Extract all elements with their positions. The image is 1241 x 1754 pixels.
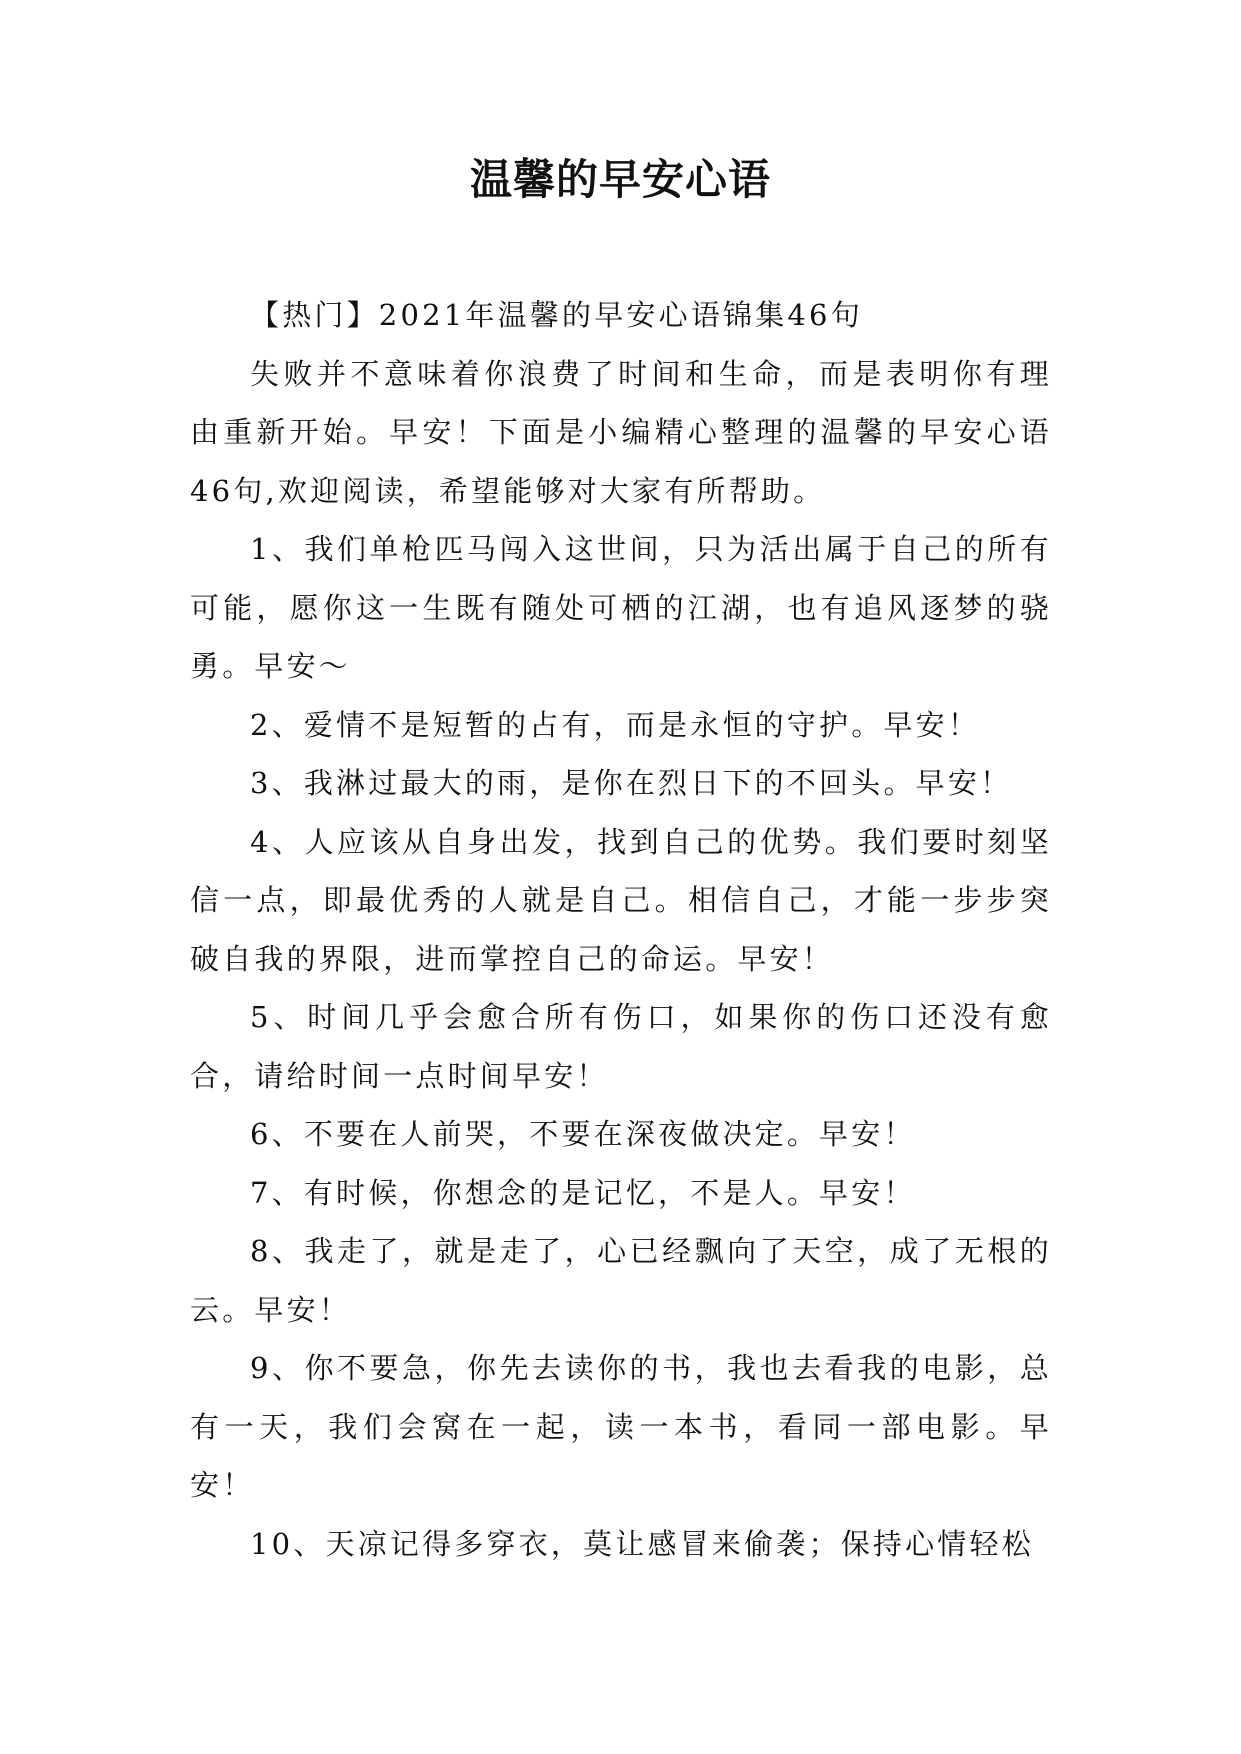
paragraph-item-3: 3、我淋过最大的雨，是你在烈日下的不回头。早安！ [250, 766, 1013, 800]
paragraph-item-5: 5、时间几乎会愈合所有伤口，如果你的伤口还没有愈合，请给时间一点时间早安！ [190, 1000, 1052, 1093]
paragraph-item-4: 4、人应该从自身出发，找到自己的优势。我们要时刻坚信一点，即最优秀的人就是自己。相信自己，才能一步步突破自我的界限，进而掌控自己的命运。早安！ [190, 824, 1052, 976]
document-body [190, 286, 1052, 1573]
paragraph-item-7: 7、有时候，你想念的是记忆，不是人。早安！ [250, 1175, 916, 1210]
document-title: 温馨的早安心语 [469, 155, 771, 204]
paragraph-intro-heading: 【热门】2021年温馨的早安心语锦集46句 [250, 298, 863, 332]
paragraph-item-8: 8、我走了，就是走了，心已经飘向了天空，成了无根的云。早安！ [190, 1234, 1052, 1327]
paragraph-intro: 失败并不意味着你浪费了时间和生命，而是表明你有理由重新开始。早安！下面是小编精心整理的温馨的早安心语46句,欢迎阅读，希望能够对大家有所帮助。 [190, 356, 1052, 508]
paragraph-item-9: 9、你不要急，你先去读你的书，我也去看我的电影，总有一天，我们会窝在一起，读一本书，看同一部电影。早安！ [190, 1351, 1052, 1502]
paragraph-item-2: 2、爱情不是短暂的占有，而是永恒的守护。早安！ [250, 707, 981, 742]
paragraph-item-1: 1、我们单枪匹马闯入这世间，只为活出属于自己的所有可能，愿你这一生既有随处可栖的江湖，也有追风逐梦的骁勇。早安～ [190, 532, 1052, 683]
paragraph-item-10: 10、天凉记得多穿衣，莫让感冒来偷袭；保持心情轻松 [250, 1526, 1034, 1561]
paragraph-item-6: 6、不要在人前哭，不要在深夜做决定。早安！ [250, 1117, 916, 1151]
